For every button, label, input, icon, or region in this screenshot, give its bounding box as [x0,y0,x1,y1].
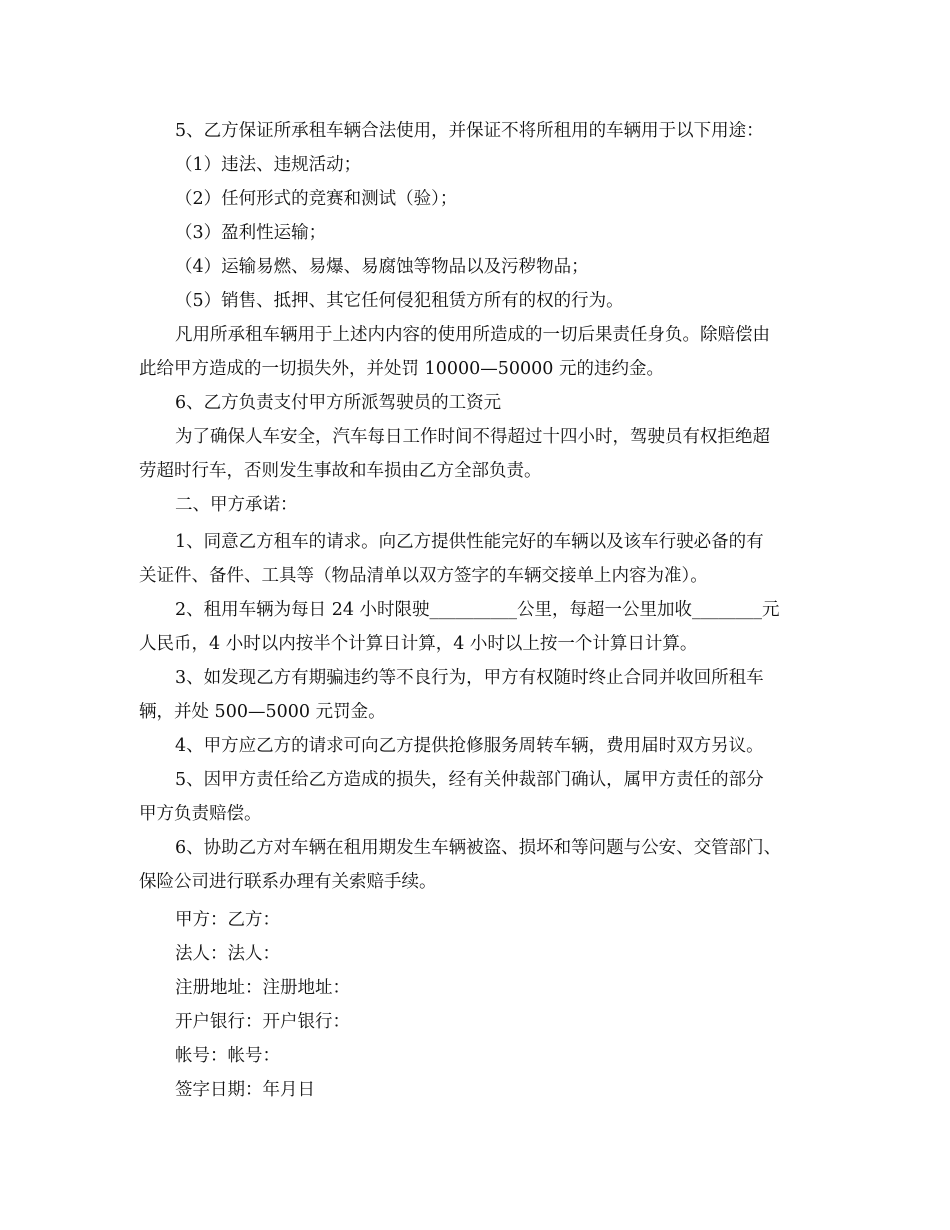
party-a-clause-2-line-2: 人民币，4 小时以内按半个计算日计算，4 小时以上按一个计算日计算。 [139,634,698,654]
signature-bank: 开户银行：开户银行： [175,1012,350,1032]
party-a-clause-5-line-1: 5、因甲方责任给乙方造成的损失，经有关仲裁部门确认，属甲方责任的部分 [175,770,764,790]
signature-date: 签字日期：年月日 [175,1080,315,1100]
party-a-clause-3-line-2: 辆，并处 500—5000 元罚金。 [139,702,386,722]
safety-paragraph-line-1: 为了确保人车安全，汽车每日工作时间不得超过十四小时，驾驶员有权拒绝超 [175,427,770,447]
party-a-clause-5-line-2: 甲方负责赔偿。 [139,804,262,824]
clause-5-item-4: （4）运输易燃、易爆、易腐蚀等物品以及污秽物品； [175,257,589,277]
party-a-clause-4: 4、甲方应乙方的请求可向乙方提供抢修服务周转车辆，费用届时双方另议。 [175,736,764,756]
party-a-clause-6-line-2: 保险公司进行联系办理有关索赔手续。 [139,872,437,892]
clause-5-item-5: （5）销售、抵押、其它任何侵犯租赁方所有的权的行为。 [175,291,624,311]
clause-5-item-1: （1）违法、违规活动； [175,155,362,175]
liability-paragraph-line-1: 凡用所承租车辆用于上述内内容的使用所造成的一切后果责任身负。除赔偿由 [175,325,770,345]
clause-5-item-2: （2）任何形式的竞赛和测试（验）； [175,189,458,209]
signature-registered-address: 注册地址：注册地址： [175,978,350,998]
liability-paragraph-line-2: 此给甲方造成的一切损失外，并处罚 10000—50000 元的违约金。 [139,359,664,379]
party-a-clause-3-line-1: 3、如发现乙方有期骗违约等不良行为，甲方有权随时终止合同并收回所租车 [175,668,764,688]
party-a-clause-1-line-1: 1、同意乙方租车的请求。向乙方提供性能完好的车辆以及该车行驶必备的有 [175,532,764,552]
signature-parties: 甲方：乙方： [175,910,280,930]
clause-5-heading: 5、乙方保证所承租车辆合法使用，并保证不将所租用的车辆用于以下用途： [175,121,764,141]
safety-paragraph-line-2: 劳超时行车，否则发生事故和车损由乙方全部负责。 [139,461,542,481]
party-a-clause-2-line-1: 2、租用车辆为每日 24 小时限驶__________公里，每超一公里加收________元 [175,600,780,620]
section-2-heading: 二、甲方承诺： [175,495,298,515]
clause-5-item-3: （3）盈利性运输； [175,223,327,243]
signature-account: 帐号：帐号： [175,1046,280,1066]
clause-6-heading: 6、乙方负责支付甲方所派驾驶员的工资元 [175,393,502,413]
party-a-clause-6-line-1: 6、协助乙方对车辆在租用期发生车辆被盗、损坏和等问题与公安、交管部门、 [175,838,782,858]
signature-legal-person: 法人：法人： [175,944,280,964]
party-a-clause-1-line-2: 关证件、备件、工具等（物品清单以双方签字的车辆交接单上内容为准）。 [139,566,708,586]
